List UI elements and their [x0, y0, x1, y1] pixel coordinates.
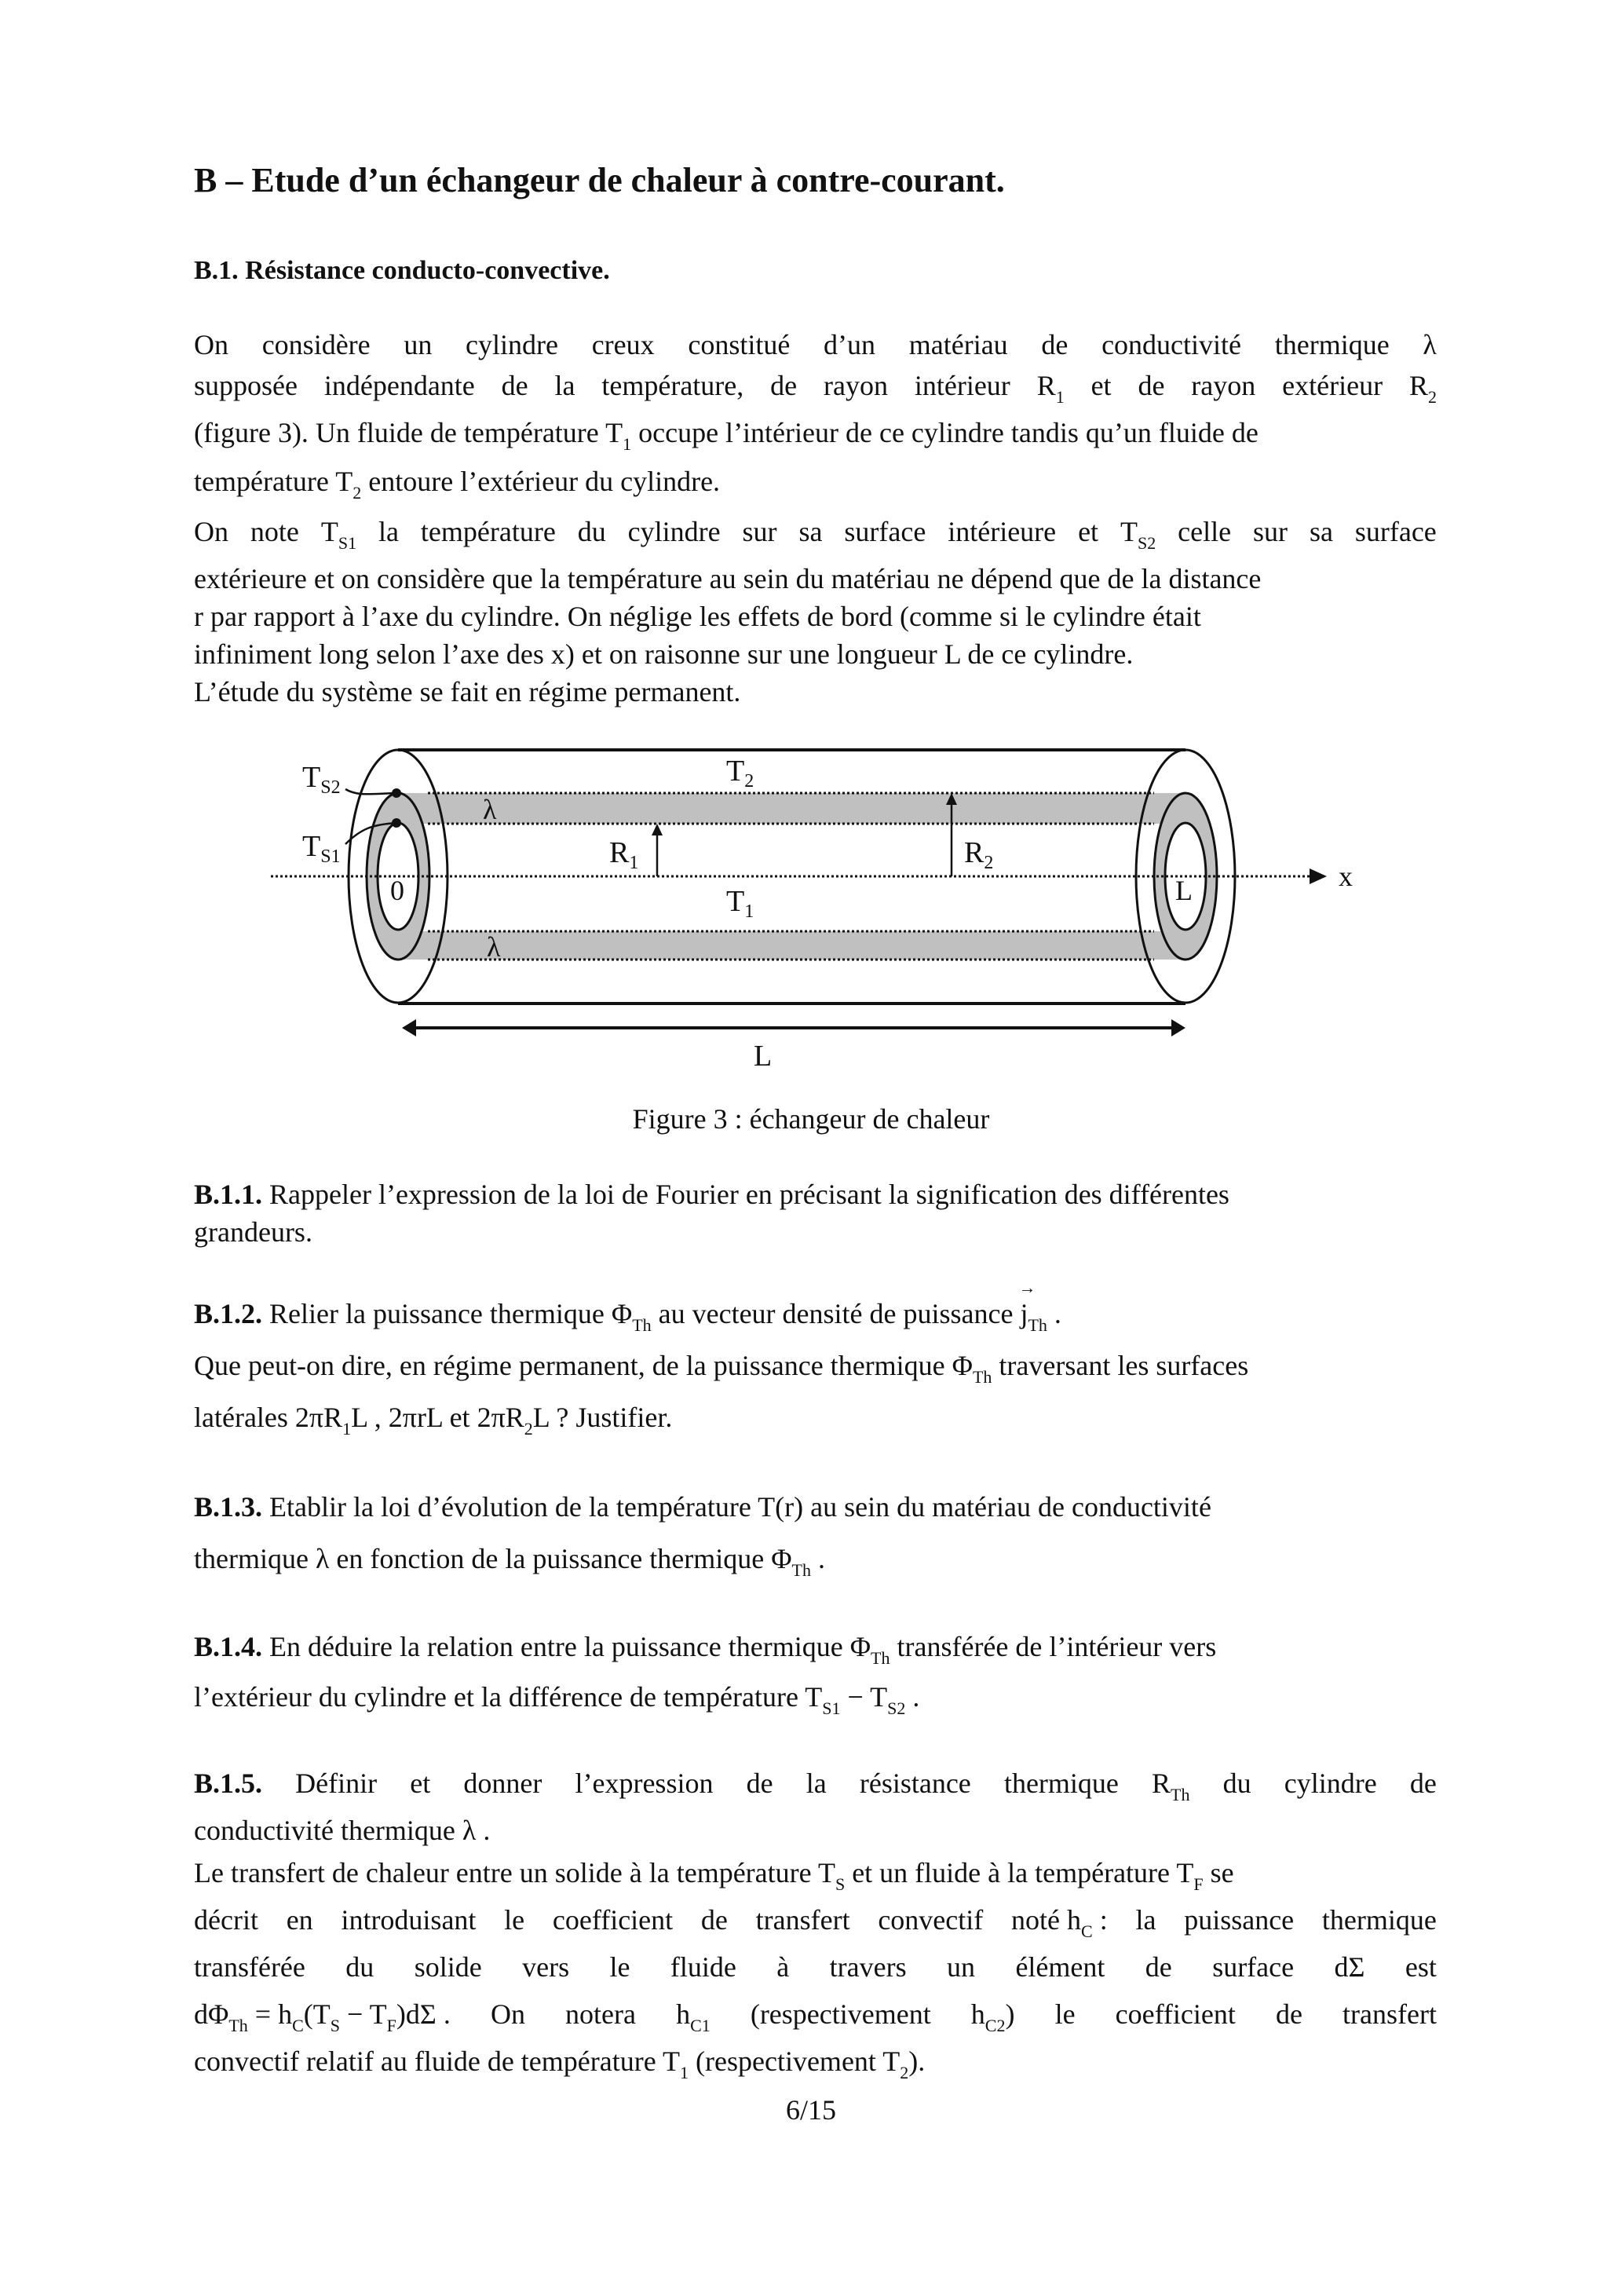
- label-length: L: [754, 1040, 773, 1073]
- label-x-axis: x: [1339, 861, 1353, 892]
- q3-line-2: thermique λ en fonction de la puissance thermique $\Phi_{Th}$ .: [194, 1543, 825, 1580]
- length-arrow-left-icon: [402, 1019, 416, 1036]
- label-t2: $T_2$: [726, 755, 754, 792]
- convection-line-5: convectif relatif au fluide de température $T_1$ (respectivement $T_2$).: [194, 2046, 926, 2082]
- label-lambda-bottom: λ: [487, 931, 501, 963]
- material-band-bottom: [398, 931, 1185, 960]
- r1-arrow-icon: [652, 824, 663, 835]
- label-ts1: $T_{S1}$: [302, 830, 341, 867]
- label-end: L: [1175, 875, 1193, 906]
- intro-p1-line-2: supposée indépendante de la température, de rayon intérieur $R_1$ et de rayon extérieur $R_2$: [194, 370, 1437, 407]
- page-number: 6/15: [785, 2094, 836, 2126]
- convection-line-2: décrit en introduisant le coefficient de transfert convectif noté $h_C$ : la puissance thermique: [194, 1904, 1437, 1941]
- intro-p1-line-3: (figure 3). Un fluide de température $T_1$ occupe l’intérieur de ce cylindre tandis qu’un fluide de: [194, 417, 1259, 454]
- figure-caption: Figure 3 : échangeur de chaleur: [632, 1103, 990, 1135]
- section-title: B – Etude d’un échangeur de chaleur à contre-courant.: [194, 161, 1005, 199]
- label-ts2: $T_{S2}$: [302, 761, 341, 798]
- q4-line-1: B.1.4. En déduire la relation entre la puissance thermique $\Phi_{Th}$ transférée de l’intérieur vers: [194, 1631, 1217, 1668]
- intro-p2-line-4: infiniment long selon l’axe des x) et on raisonne sur une longueur L de ce cylindre.: [194, 638, 1134, 670]
- q1-line-2: grandeurs.: [194, 1216, 312, 1248]
- q5-line-1: B.1.5. Définir et donner l’expression de la résistance thermique $R_{Th}$ du cylindre de: [194, 1768, 1437, 1804]
- q2-line-2: Que peut-on dire, en régime permanent, de la puissance thermique $\Phi_{Th}$ traversant les surfaces: [194, 1350, 1249, 1387]
- label-lambda-top: λ: [483, 794, 497, 825]
- label-origin: 0: [390, 875, 404, 906]
- q3-line-1: B.1.3. Etablir la loi d’évolution de la température T(r) au sein du matériau de conductivité: [194, 1491, 1211, 1523]
- intro-p1-line-1: On considère un cylindre creux constitué d’un matériau de conductivité thermique λ: [194, 329, 1437, 360]
- q2-line-3: latérales $2\pi R_1L$ , 2πrL et $2\pi R_2L$ ? Justifier.: [194, 1402, 673, 1439]
- intro-p2-line-2: extérieure et on considère que la température au sein du matériau ne dépend que de la distance: [194, 563, 1262, 594]
- intro-p2-line-1: On note $T_{S1}$ la température du cylindre sur sa surface intérieure et $T_{S2}$ celle sur sa surface: [194, 516, 1437, 553]
- convection-line-3: transférée du solide vers le fluide à travers un élément de surface dΣ est: [194, 1951, 1437, 1983]
- q5-line-2: conductivité thermique λ .: [194, 1815, 491, 1846]
- convection-line-4: $d\Phi_{Th} = h_C(T_S - T_F)d\Sigma$ . On notera $h_{C1}$ (respectivement $h_{C2}$) le coefficient de transfert: [194, 1998, 1437, 2035]
- heat-exchanger-figure: [0, 0, 1622, 1099]
- q1-line-1: B.1.1. Rappeler l’expression de la loi de Fourier en précisant la signification des différentes: [194, 1179, 1229, 1210]
- intro-p2-line-5: L’étude du système se fait en régime permanent.: [194, 676, 741, 707]
- intro-p1-line-4: température $T_2$ entoure l’extérieur du cylindre.: [194, 466, 721, 503]
- q4-line-2: l’extérieur du cylindre et la différence de température $T_{S1} - T_{S2}$ .: [194, 1681, 920, 1718]
- q2-line-1: B.1.2. Relier la puissance thermique $\Phi_{Th}$ au vecteur densité de puissance j → $_{Th}$ .: [194, 1278, 1061, 1335]
- label-r2: $R_2$: [964, 836, 994, 873]
- subsection-title: B.1. Résistance conducto-convective.: [194, 256, 610, 285]
- label-t1: $T_1$: [726, 885, 754, 922]
- x-axis-arrow-icon: [1310, 868, 1327, 884]
- label-r1: $R_1$: [609, 836, 639, 873]
- length-arrow-right-icon: [1171, 1019, 1185, 1036]
- convection-line-1: Le transfert de chaleur entre un solide à la température $T_S$ et un fluide à la température $T_F$ se: [194, 1857, 1234, 1894]
- material-band-top: [398, 793, 1185, 824]
- intro-p2-line-3: r par rapport à l’axe du cylindre. On néglige les effets de bord (comme si le cylindre était: [194, 601, 1201, 632]
